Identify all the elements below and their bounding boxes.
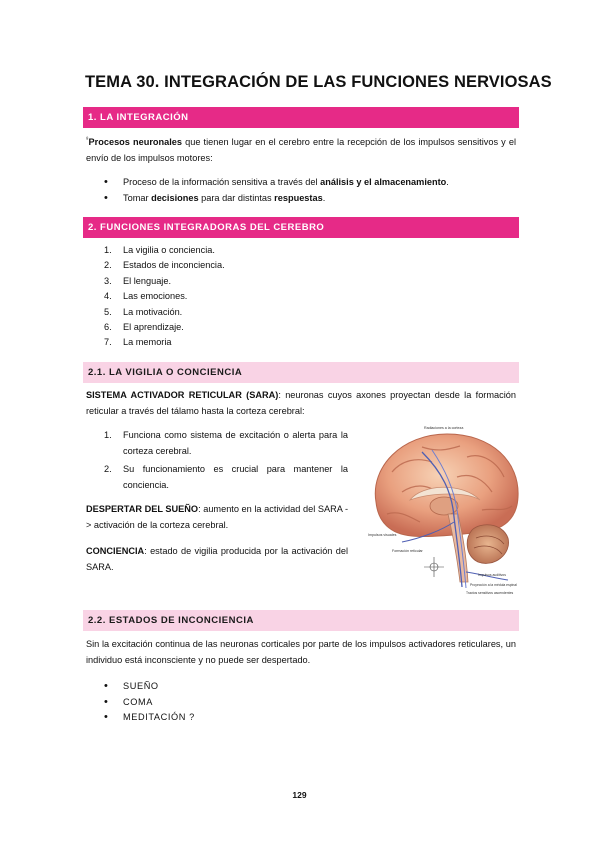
list-item: • SUEÑO bbox=[104, 679, 195, 695]
inconciencia-bullets bbox=[104, 679, 195, 726]
conciencia-text: CONCIENCIA: estado de vigilia producida por la activación del SARA. bbox=[86, 546, 348, 572]
list-item: 3. El lenguaje. bbox=[104, 275, 172, 286]
integracion-bullets bbox=[104, 175, 449, 206]
figure-label: Radiaciones a la corteza bbox=[424, 426, 464, 430]
list-item: 1. Funciona como sistema de excitación o alerta para la corteza cerebral. bbox=[104, 430, 348, 456]
section-header-funciones: 2. FUNCIONES INTEGRADORAS DEL CEREBRO bbox=[83, 217, 519, 238]
list-item: 2. Su funcionamiento es crucial para mantener la conciencia. bbox=[104, 464, 348, 490]
sara-definition: SISTEMA ACTIVADOR RETICULAR (SARA): neuronas cuyos axones proyectan desde la formación reticular a través del tálamo hasta la corteza cerebral: bbox=[86, 390, 516, 416]
list-item: • Tomar decisiones para dar distintas respuestas. bbox=[104, 191, 449, 207]
list-item: 4. Las emociones. bbox=[104, 291, 188, 302]
intro-text: que tienen lugar en el cerebro entre la recepción de los impulsos sensitivos y el envío de los impulsos motores: bbox=[86, 137, 516, 163]
funciones-list bbox=[104, 243, 225, 351]
figure-label: Impulsos auditivos bbox=[478, 573, 506, 577]
page-number: 129 bbox=[292, 790, 307, 800]
sara-list bbox=[104, 428, 348, 496]
section-header-inconciencia: 2.2. ESTADOS DE INCONCIENCIA bbox=[83, 610, 519, 631]
section-header-vigilia: 2.1. LA VIGILIA O CONCIENCIA bbox=[83, 362, 519, 383]
list-item: 2. Estados de inconciencia. bbox=[104, 260, 225, 271]
despertar-text: DESPERTAR DEL SUEÑO: aumento en la actividad del SARA -> activación de la corteza cerebral. bbox=[86, 504, 349, 530]
intro-bold: Procesos neuronales bbox=[88, 137, 183, 148]
figure-label: Formación reticular bbox=[392, 549, 423, 553]
brain-reticular-figure bbox=[362, 422, 524, 600]
list-item: • Proceso de la información sensitiva a través del análisis y el almacenamiento. bbox=[104, 175, 449, 191]
section-header-integracion: 1. LA INTEGRACIÓN bbox=[83, 107, 519, 128]
list-item: 6. El aprendizaje. bbox=[104, 321, 184, 332]
list-item: 1. La vigilia o conciencia. bbox=[104, 245, 215, 255]
integracion-intro: $^{^8}$Procesos neuronales que tienen lugar en el cerebro entre la recepción de los impulsos sensitivos y el envío de los impulsos motores: bbox=[86, 137, 516, 163]
list-item: 7. La memoria bbox=[104, 337, 172, 348]
page-title: TEMA 30. INTEGRACIÓN DE LAS FUNCIONES NERVIOSAS bbox=[85, 73, 552, 91]
list-item: 5. La motivación. bbox=[104, 306, 183, 317]
figure-label: Impulsos visuales bbox=[368, 533, 397, 537]
list-item: • COMA bbox=[104, 695, 195, 711]
list-item: • MEDITACIÓN ? bbox=[104, 710, 195, 726]
figure-label: Tractos sensitivos ascendentes bbox=[466, 591, 514, 595]
figure-label: Proyección a la médula espinal bbox=[470, 583, 517, 587]
inconciencia-text: Sin la excitación continua de las neuronas corticales por parte de los impulsos activadores reticulares, un individuo está inconsciente y no puede ser despertado. bbox=[86, 639, 516, 665]
